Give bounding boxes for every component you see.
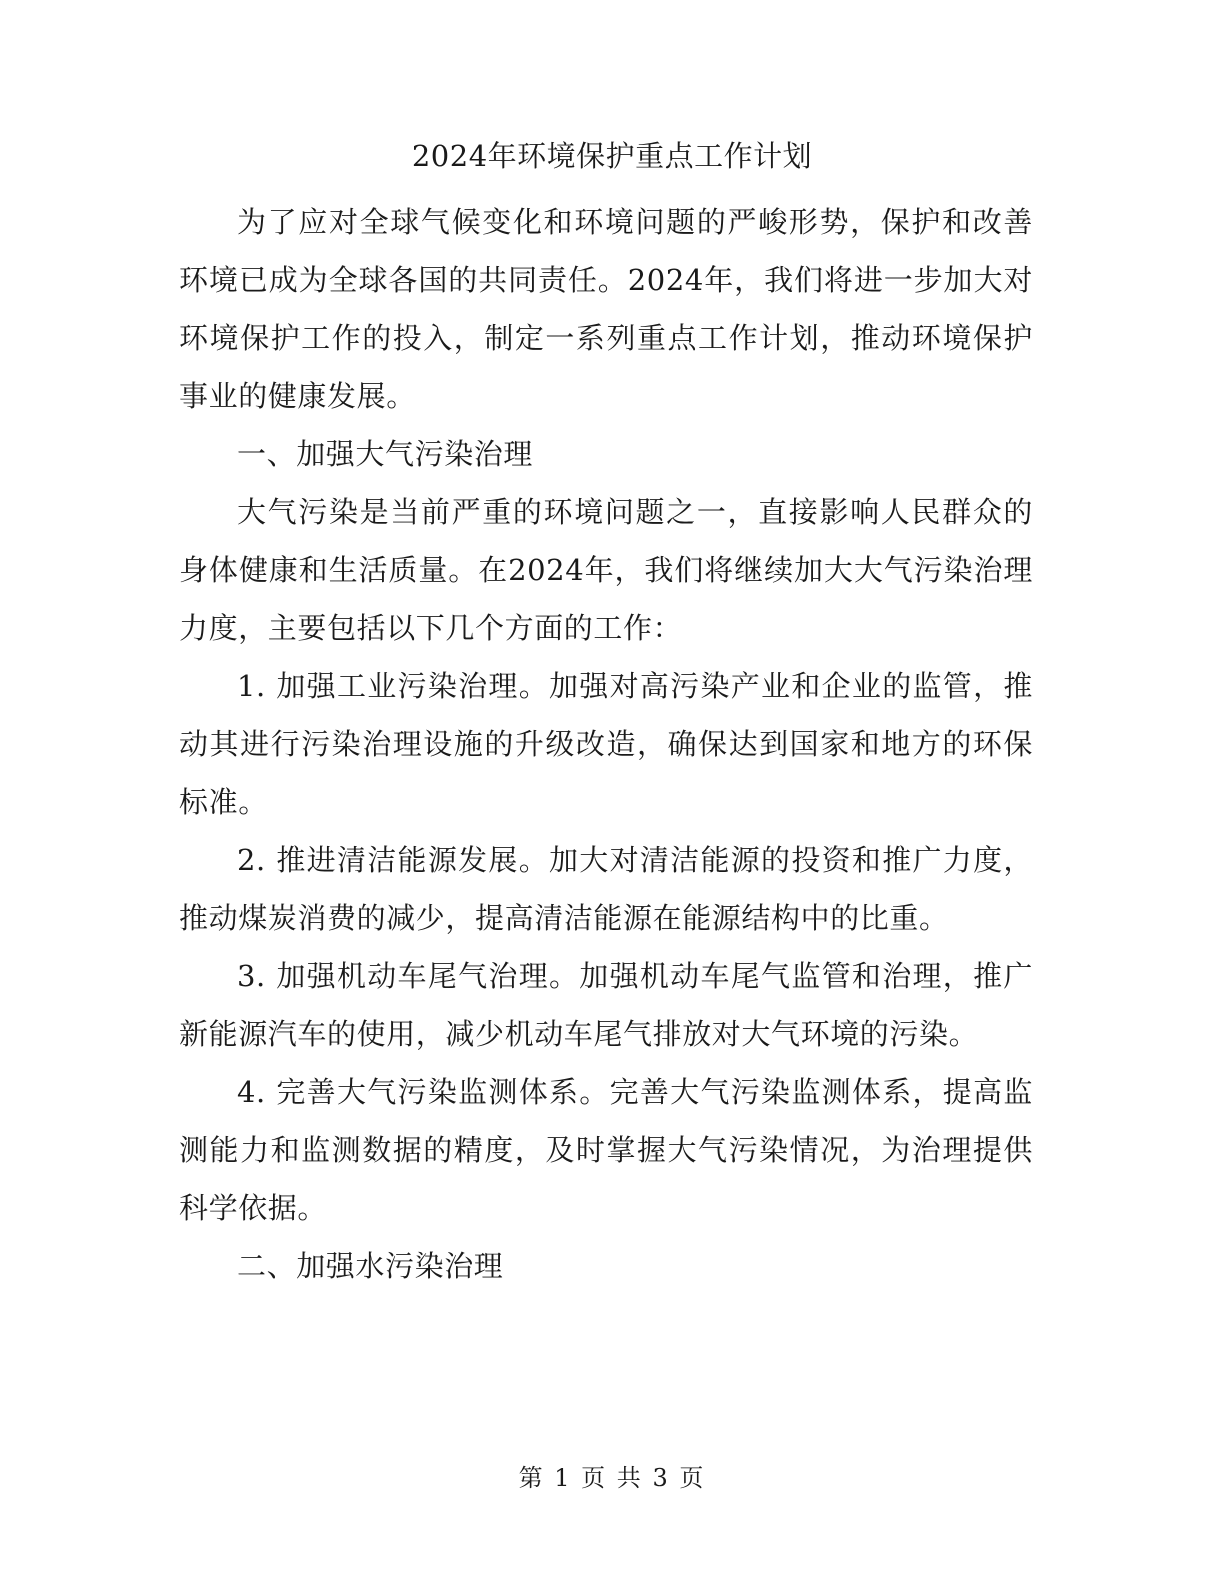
intro-paragraph: 为了应对全球气候变化和环境问题的严峻形势，保护和改善环境已成为全球各国的共同责任。2024年，我们将进一步加大对环境保护工作的投入，制定一系列重点工作计划，推动环境保护事业的健康发展。 [179,205,1033,413]
document-title: 2024年环境保护重点工作计划 [411,139,813,173]
section-1-item-3: 3. 加强机动车尾气治理。加强机动车尾气监管和治理，推广新能源汽车的使用，减少机动车尾气排放对大气环境的污染。 [179,959,1033,1051]
section-1-item-4: 4. 完善大气污染监测体系。完善大气污染监测体系，提高监测能力和监测数据的精度，及时掌握大气污染情况，为治理提供科学依据。 [179,1075,1033,1225]
section-1-item-1: 1. 加强工业污染治理。加强对高污染产业和企业的监管，推动其进行污染治理设施的升级改造，确保达到国家和地方的环保标准。 [179,669,1033,819]
section-1-heading: 一、加强大气污染治理 [237,437,534,471]
section-2-heading: 二、加强水污染治理 [237,1249,504,1283]
section-1-intro: 大气污染是当前严重的环境问题之一，直接影响人民群众的身体健康和生活质量。在2024年，我们将继续加大大气污染治理力度，主要包括以下几个方面的工作： [179,495,1033,645]
page-number: 第 1 页 共 3 页 [518,1464,706,1492]
section-1-item-2: 2. 推进清洁能源发展。加大对清洁能源的投资和推广力度，推动煤炭消费的减少，提高清洁能源在能源结构中的比重。 [179,843,1033,935]
document-body [179,193,1033,1295]
